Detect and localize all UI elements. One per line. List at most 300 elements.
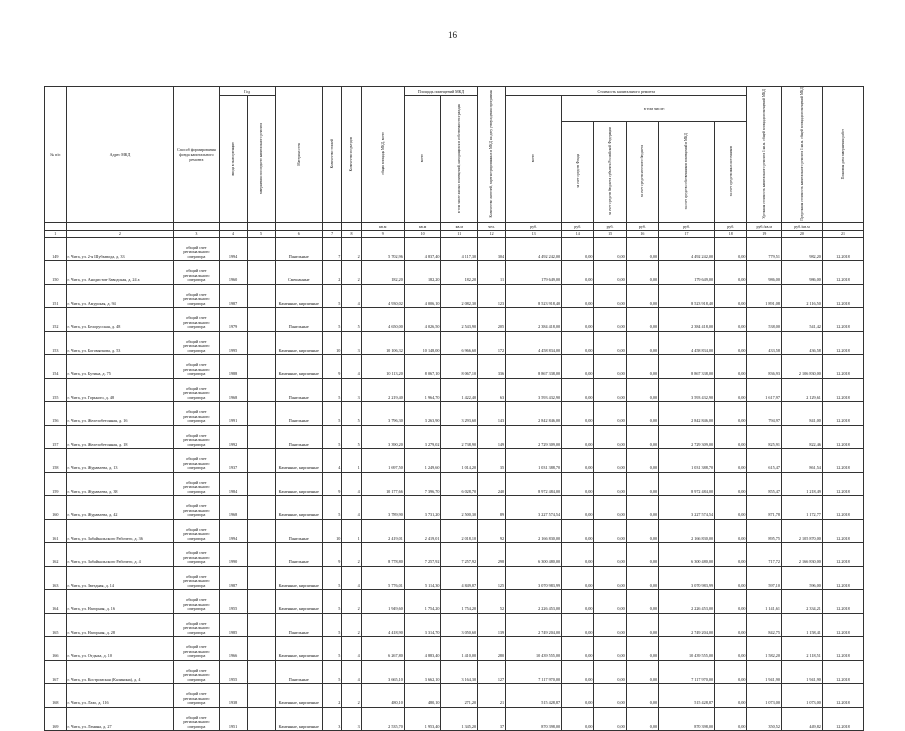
table-cell: 7 257,92 (404, 543, 441, 567)
unit-cell (174, 222, 219, 230)
table-cell: 139 (478, 613, 506, 637)
table-cell: 0,00 (594, 543, 626, 567)
header-area-residential: в том числе жилых помещений, находящихся в собственности граждан (441, 96, 478, 223)
table-cell: 597,10 (747, 566, 781, 590)
table-cell: 12.2018 (822, 284, 863, 308)
table-cell: г. Чита, ул. Нагорная, д. 16 (66, 590, 174, 614)
table-cell: 155 (45, 378, 67, 402)
table-row (45, 284, 864, 308)
table-cell: Панельные (275, 378, 322, 402)
header-entrances: Количество подъездов (342, 87, 361, 223)
table-row (45, 449, 864, 473)
table-cell: 1 (342, 519, 361, 543)
table-cell: 1987 (219, 566, 247, 590)
table-cell: 182,20 (404, 261, 441, 285)
table-cell (247, 590, 275, 614)
table-cell: 0,00 (594, 402, 626, 426)
table-cell: 280 (478, 637, 506, 661)
table-cell: 717,72 (747, 543, 781, 567)
table-cell: 151 (45, 284, 67, 308)
table-cell: 4 837,40 (404, 237, 441, 261)
column-number-cell: 21 (822, 230, 863, 237)
table-cell: 2 118,51 (781, 637, 822, 661)
table-cell: 12.2018 (822, 308, 863, 332)
table-cell: 5 776,01 (361, 566, 404, 590)
table-cell: 0,00 (626, 707, 658, 731)
table-cell: 0,00 (715, 566, 747, 590)
table-cell: 10 (322, 519, 341, 543)
table-cell: 4 849,87 (441, 566, 478, 590)
table-cell: 1 891,08 (747, 284, 781, 308)
table-row (45, 519, 864, 543)
table-cell: 0,00 (562, 707, 594, 731)
table-cell: 158 (45, 449, 67, 473)
table-cell: 159 (45, 472, 67, 496)
table-cell: 1 073,00 (781, 684, 822, 708)
table-cell: 480,10 (404, 684, 441, 708)
table-cell: 153 (45, 331, 67, 355)
table-cell: 0,00 (594, 308, 626, 332)
table-cell: 982,20 (781, 237, 822, 261)
table-cell: 92 (478, 519, 506, 543)
table-cell: 3 070 983,99 (659, 566, 715, 590)
table-cell: 538,00 (747, 308, 781, 332)
table-cell: 1 410,00 (441, 637, 478, 661)
table-cell: 4 883,40 (404, 637, 441, 661)
table-cell: 9 (322, 355, 341, 379)
column-number-cell: 2 (66, 230, 174, 237)
table-cell: 0,00 (594, 519, 626, 543)
column-number-cell: 1 (45, 230, 67, 237)
table-cell: 0,00 (715, 449, 747, 473)
page-number: 16 (448, 30, 457, 40)
header-area-group: Площадь помещений МКД (404, 87, 477, 96)
table-cell: 168 (45, 684, 67, 708)
table-row (45, 402, 864, 426)
table-cell: 0,00 (715, 308, 747, 332)
table-cell: 1 218,49 (781, 472, 822, 496)
header-residents: Количество жителей, зарегистрированных в МКД на дату утверждения программы (478, 87, 506, 223)
table-cell: 0,00 (594, 707, 626, 731)
table-cell (247, 566, 275, 590)
table-cell: 8 972 484,00 (659, 472, 715, 496)
table-cell: 0,00 (626, 284, 658, 308)
table-cell: 0,00 (626, 402, 658, 426)
unit-cell: кв.м (404, 222, 441, 230)
table-row (45, 496, 864, 520)
table-cell: общий счет регионального оператора (174, 425, 219, 449)
table-cell: 0,00 (626, 331, 658, 355)
table-cell: 8 523 918,40 (659, 284, 715, 308)
column-number-cell: 8 (342, 230, 361, 237)
table-cell: Панельные (275, 519, 322, 543)
table-cell: 2 500,30 (441, 496, 478, 520)
table-cell: 1 158,41 (781, 613, 822, 637)
table-cell: 10 177,66 (361, 472, 404, 496)
table-cell: 160 (45, 496, 67, 520)
table-cell: 4 006,10 (404, 284, 441, 308)
table-cell: 825,91 (747, 425, 781, 449)
table-cell: 0,00 (626, 684, 658, 708)
table-cell: 5 (322, 590, 341, 614)
table-cell: 12.2018 (822, 472, 863, 496)
table-cell: 3 279,02 (404, 425, 441, 449)
column-number-cell: 17 (659, 230, 715, 237)
table-cell: 8 972 484,00 (506, 472, 562, 496)
column-number-cell: 20 (781, 230, 822, 237)
table-cell: 336 (478, 355, 506, 379)
table-cell: 2 (322, 684, 341, 708)
table-cell: 12.2018 (822, 543, 863, 567)
table-cell: 10 113,20 (361, 355, 404, 379)
table-cell: 166 (45, 637, 67, 661)
table-cell: г. Чита, ул. Железобетонная, д. 18 (66, 425, 174, 449)
table-cell: 4 (342, 496, 361, 520)
table-cell: 7 117 970,00 (506, 660, 562, 684)
table-cell: 37 (478, 707, 506, 731)
table-cell: 1994 (219, 237, 247, 261)
table-cell: 157 (45, 425, 67, 449)
table-cell: 2 105 870,00 (781, 519, 822, 543)
table-cell: 1937 (219, 449, 247, 473)
table-cell: Каменные, кирпичные (275, 707, 322, 731)
table-cell: 0,00 (715, 707, 747, 731)
table-cell: 0,00 (562, 590, 594, 614)
capital-repair-table (44, 86, 864, 731)
table-cell: г. Чита, ул. Нагорная, д. 28 (66, 613, 174, 637)
table-cell: общий счет регионального оператора (174, 684, 219, 708)
table-cell: 1 949,60 (361, 590, 404, 614)
table-cell: 10 439 555,00 (659, 637, 715, 661)
table-cell: г. Чита, ул. 2-я Шубзавода, д. 33 (66, 237, 174, 261)
table-cell: 3 314,70 (404, 613, 441, 637)
table-cell (247, 660, 275, 684)
table-cell: 1984 (219, 472, 247, 496)
table-cell: 2 166 830,00 (659, 519, 715, 543)
table-cell: 12.2018 (822, 402, 863, 426)
header-including: в том числе: (562, 96, 747, 122)
unit-cell: руб./кв.м (781, 222, 822, 230)
table-cell: 596,00 (781, 566, 822, 590)
table-cell: 123 (478, 284, 506, 308)
table-cell: 2 (342, 543, 361, 567)
table-cell: 12.2018 (822, 590, 863, 614)
table-cell: 12.2018 (822, 613, 863, 637)
table-cell: 161 (45, 519, 67, 543)
table-cell: 5 702,96 (361, 237, 404, 261)
table-cell: Каменные, кирпичные (275, 637, 322, 661)
table-cell: 0,00 (562, 284, 594, 308)
table-cell: 10 (322, 331, 341, 355)
table-cell: 1 014,20 (441, 449, 478, 473)
table-cell: 12.2018 (822, 519, 863, 543)
header-wall-material: Материал стен (275, 87, 322, 223)
table-cell: 2 226 453,00 (659, 590, 715, 614)
table-cell: 0,00 (594, 355, 626, 379)
table-cell: 10 106,32 (361, 331, 404, 355)
table-cell: 0,00 (594, 566, 626, 590)
table-cell: 0,00 (626, 355, 658, 379)
table-cell: 0,00 (594, 425, 626, 449)
table-cell: 436,58 (781, 331, 822, 355)
table-cell: 0,00 (626, 237, 658, 261)
table-cell: 2 842 846,00 (659, 402, 715, 426)
table-cell: 0,00 (715, 637, 747, 661)
table-cell: 2 (342, 684, 361, 708)
table-cell: 0,00 (594, 590, 626, 614)
table-cell: 12.2018 (822, 684, 863, 708)
table-row (45, 543, 864, 567)
table-cell: 4 930,02 (361, 284, 404, 308)
table-cell: 156 (45, 402, 67, 426)
table-cell (247, 543, 275, 567)
table-cell (247, 519, 275, 543)
table-cell: 3 (322, 707, 341, 731)
table-row (45, 613, 864, 637)
table-cell: 1995 (219, 331, 247, 355)
table-cell: 5 (322, 425, 341, 449)
table-cell: 205 (478, 308, 506, 332)
table-cell: 35 (478, 449, 506, 473)
table-cell: 5 (342, 425, 361, 449)
table-cell: 1968 (219, 496, 247, 520)
table-row (45, 566, 864, 590)
table-cell: 895,75 (747, 519, 781, 543)
table-cell: 2 (342, 237, 361, 261)
table-cell: 0,00 (715, 472, 747, 496)
table-cell: 1988 (219, 355, 247, 379)
table-cell: 855,47 (747, 472, 781, 496)
table-cell: 7 396,70 (404, 472, 441, 496)
table-cell: 515 428,87 (659, 684, 715, 708)
table-cell: 0,00 (715, 660, 747, 684)
column-number-cell: 3 (174, 230, 219, 237)
table-cell: Каменные, кирпичные (275, 331, 322, 355)
table-cell: 1 941,90 (747, 660, 781, 684)
table-cell (247, 613, 275, 637)
column-number-cell: 9 (361, 230, 404, 237)
table-cell: 3 227 574,54 (659, 496, 715, 520)
table-cell: 1955 (219, 660, 247, 684)
table-cell: 3 263,90 (404, 402, 441, 426)
table-cell (247, 355, 275, 379)
table-cell: общий счет регионального оператора (174, 284, 219, 308)
table-cell: 7 257,92 (441, 543, 478, 567)
table-row (45, 261, 864, 285)
table-cell: Каменные, кирпичные (275, 449, 322, 473)
table-cell: 2 166 830,00 (506, 519, 562, 543)
header-cost-total: всего (506, 96, 562, 223)
table-cell: 0,00 (594, 660, 626, 684)
column-number-cell: 5 (247, 230, 275, 237)
table-cell: Панельные (275, 660, 322, 684)
table-cell: 0,00 (715, 284, 747, 308)
table-cell: 1 941,90 (781, 660, 822, 684)
table-cell: 12.2018 (822, 660, 863, 684)
table-cell: г. Чита, ул. Богомягкова, д. 53 (66, 331, 174, 355)
table-cell: 449,82 (781, 707, 822, 731)
header-max-cost: Предельная стоимость капитального ремонта 1 кв.м. общей площади помещений МКД (781, 87, 822, 223)
table-cell: 6 028,70 (441, 472, 478, 496)
header-year-group: Год (219, 87, 275, 96)
table-cell: г. Чита, ул. Журавлева, д. 42 (66, 496, 174, 520)
table-cell: 0,00 (562, 402, 594, 426)
table-cell: 2 738,90 (441, 425, 478, 449)
table-cell: 2 226 453,00 (506, 590, 562, 614)
table-cell: 2 729 309,00 (506, 425, 562, 449)
table-cell: общий счет регионального оператора (174, 613, 219, 637)
table-cell: 12.2018 (822, 378, 863, 402)
table-cell: 2 384 418,00 (659, 308, 715, 332)
table-cell: 12.2018 (822, 449, 863, 473)
table-cell: 165 (45, 613, 67, 637)
table-cell: 0,00 (626, 566, 658, 590)
table-cell: 986,00 (747, 261, 781, 285)
column-number-cell: 10 (404, 230, 441, 237)
table-cell: 0,00 (562, 637, 594, 661)
table-cell: 2 384 418,00 (506, 308, 562, 332)
table-cell: 304 (478, 237, 506, 261)
table-cell: г. Чита, ул. Анодистов-Заводская, д. 24 а (66, 261, 174, 285)
table-cell: 433,58 (747, 331, 781, 355)
table-cell: 0,00 (594, 637, 626, 661)
table-cell: 21 (478, 684, 506, 708)
table-cell: 2 (342, 590, 361, 614)
table-cell: 0,00 (594, 261, 626, 285)
table-cell: 12.2018 (822, 425, 863, 449)
unit-cell: руб. (715, 222, 747, 230)
table-cell: 0,00 (562, 684, 594, 708)
table-cell: 8 067,10 (404, 355, 441, 379)
table-row (45, 660, 864, 684)
table-cell: 5 (342, 402, 361, 426)
table-row (45, 378, 864, 402)
table-cell (247, 637, 275, 661)
table-cell: 0,00 (626, 472, 658, 496)
table-cell: 0,00 (562, 519, 594, 543)
table-row (45, 590, 864, 614)
table-cell: 0,00 (626, 637, 658, 661)
table-row (45, 707, 864, 731)
table-cell (247, 284, 275, 308)
table-cell (247, 402, 275, 426)
table-cell: 10 148,00 (404, 331, 441, 355)
column-numbers-row (45, 230, 864, 237)
table-cell: 541,42 (781, 308, 822, 332)
unit-cell (66, 222, 174, 230)
table-cell: 149 (478, 425, 506, 449)
table-cell: 0,00 (626, 425, 658, 449)
table-cell: 5 (322, 566, 341, 590)
table-cell: общий счет регионального оператора (174, 449, 219, 473)
table-cell: 0,00 (715, 378, 747, 402)
table-cell: 842,75 (747, 613, 781, 637)
table-cell: 1951 (219, 707, 247, 731)
column-number-cell: 6 (275, 230, 322, 237)
table-cell: 2 729 309,00 (659, 425, 715, 449)
unit-cell (247, 222, 275, 230)
table-cell: 2 419,01 (404, 519, 441, 543)
table-cell: 0,00 (594, 449, 626, 473)
unit-cell: руб. (659, 222, 715, 230)
table-cell: 0,00 (715, 331, 747, 355)
table-cell: 125 (478, 566, 506, 590)
table-cell: 2 749 204,00 (659, 613, 715, 637)
table-cell: 870 398,00 (659, 707, 715, 731)
table-cell: 0,00 (626, 261, 658, 285)
table-cell: 163 (45, 566, 67, 590)
table-cell: 12.2018 (822, 566, 863, 590)
table-cell: 12.2018 (822, 707, 863, 731)
unit-cell (45, 222, 67, 230)
table-cell: г. Чита, ул. Отдыха, д. 10 (66, 637, 174, 661)
unit-cell: кв.м (441, 222, 478, 230)
table-cell: общий счет регионального оператора (174, 355, 219, 379)
table-cell: Каменные, кирпичные (275, 284, 322, 308)
table-cell: 2 842 846,00 (506, 402, 562, 426)
column-number-cell: 12 (478, 230, 506, 237)
header-year-completion: завершения последнего капитального ремонта (247, 96, 275, 223)
table-cell: 1 172,77 (781, 496, 822, 520)
column-number-cell: 14 (562, 230, 594, 237)
header-total-area: общая площадь МКД, всего (361, 87, 404, 223)
table-body (45, 222, 864, 731)
table-cell: Каменные, кирпичные (275, 566, 322, 590)
table-cell: 0,00 (562, 613, 594, 637)
header-fund-method: Способ формирования фонда капитального ремонта (174, 87, 219, 223)
table-cell: 182,20 (441, 261, 478, 285)
table-cell: Панельные (275, 543, 322, 567)
table-cell: 127 (478, 660, 506, 684)
table-cell: 0,00 (715, 684, 747, 708)
unit-cell: руб. (562, 222, 594, 230)
table-cell: 870 398,00 (506, 707, 562, 731)
table-cell: 1992 (219, 425, 247, 449)
table-cell: общий счет регионального оператора (174, 543, 219, 567)
table-cell: 169 (45, 707, 67, 731)
table-cell: 5 (322, 637, 341, 661)
table-cell: 480,10 (361, 684, 404, 708)
table-cell: 3 050,60 (441, 613, 478, 637)
table-cell: 2 129,61 (781, 378, 822, 402)
table-cell: 89 (478, 496, 506, 520)
unit-cell: руб. (626, 222, 658, 230)
table-cell: 0,00 (562, 425, 594, 449)
table-cell: 3 293,60 (441, 402, 478, 426)
table-cell: Панельные (275, 308, 322, 332)
table-cell: 2 334,21 (781, 590, 822, 614)
table-cell: Каменные, кирпичные (275, 496, 322, 520)
column-number-cell: 19 (747, 230, 781, 237)
table-cell: 1985 (219, 613, 247, 637)
table-cell: 1990 (219, 543, 247, 567)
table-cell: 0,00 (562, 261, 594, 285)
table-cell: г. Чита, ул. Лазо, д. 116 (66, 684, 174, 708)
table-cell: 350,52 (747, 707, 781, 731)
table-cell: 10 439 555,00 (506, 637, 562, 661)
table-row (45, 425, 864, 449)
table-cell: 794,97 (747, 402, 781, 426)
unit-cell (822, 222, 863, 230)
table-cell: 3 593 432,90 (506, 378, 562, 402)
table-cell: 164 (45, 590, 67, 614)
table-cell: 5 (322, 660, 341, 684)
column-number-cell: 18 (715, 230, 747, 237)
table-cell: 822,46 (781, 425, 822, 449)
table-cell: 2 (342, 613, 361, 637)
table-cell: 2 018,10 (441, 519, 478, 543)
table-cell (247, 378, 275, 402)
